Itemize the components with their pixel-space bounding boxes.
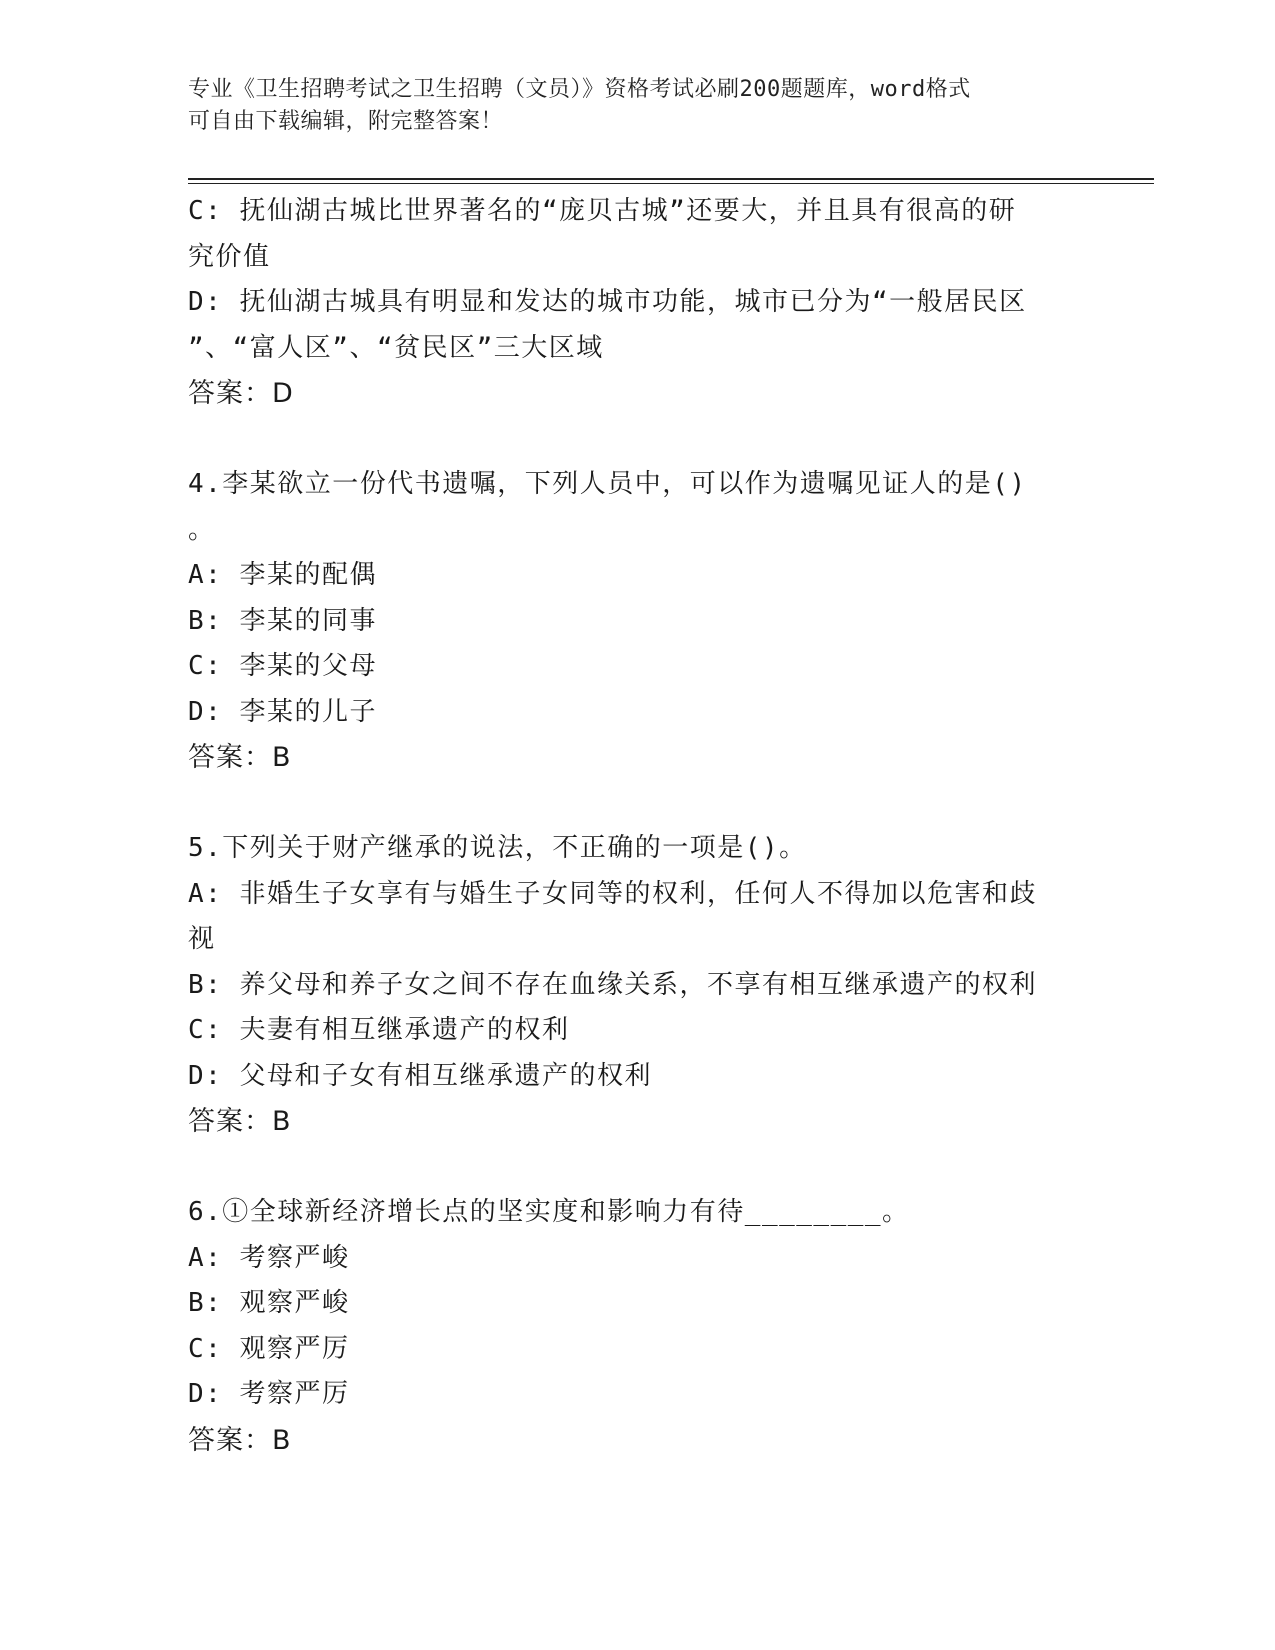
option-a-line-2: 视 [188, 924, 216, 954]
option-c-line-2: 究价值 [188, 241, 271, 272]
spacer [188, 781, 1088, 827]
option-d: D: 李某的儿子 [188, 696, 377, 727]
header-divider-thin [188, 183, 1154, 184]
document-header [188, 74, 1068, 138]
option-b: B: 李某的同事 [188, 605, 377, 636]
option-d-line-1: D: 抚仙湖古城具有明显和发达的城市功能，城市已分为“一般居民区 [188, 287, 1027, 317]
option-c: C: 观察严厉 [188, 1333, 350, 1364]
answer: 答案：B [188, 1106, 292, 1137]
question-stem: 6.①全球新经济增长点的坚实度和影响力有待________。 [188, 1197, 910, 1227]
option-d: D: 父母和子女有相互继承遗产的权利 [188, 1060, 652, 1091]
option-b: B: 观察严峻 [188, 1288, 350, 1318]
option-c-line-1: C: 抚仙湖古城比世界著名的“庞贝古城”还要大，并且具有很高的研 [188, 196, 1017, 226]
answer: 答案：D [188, 378, 294, 409]
question-stem: 5.下列关于财产继承的说法，不正确的一项是()。 [188, 833, 807, 863]
option-c: C: 夫妻有相互继承遗产的权利 [188, 1015, 570, 1045]
answer: 答案：B [188, 1424, 292, 1456]
question-3-continued [188, 189, 1088, 417]
option-a-line-1: A: 非婚生子女享有与婚生子女同等的权利，任何人不得加以危害和歧 [188, 878, 1037, 909]
question-5 [188, 826, 1088, 1145]
option-a: A: 李某的配偶 [188, 560, 377, 590]
header-line-1: 专业《卫生招聘考试之卫生招聘（文员）》资格考试必刷200题题库，word格式 [188, 77, 971, 102]
header-line-2: 可自由下载编辑，附完整答案！ [188, 109, 504, 134]
question-4 [188, 462, 1088, 781]
spacer [188, 1145, 1088, 1191]
question-stem-line-2: 。 [188, 514, 216, 545]
question-list [188, 189, 1088, 1463]
option-c: C: 李某的父母 [188, 651, 377, 681]
spacer [188, 417, 1088, 463]
question-stem-line-1: 4.李某欲立一份代书遗嘱，下列人员中，可以作为遗嘱见证人的是() [188, 469, 1027, 499]
option-d: D: 考察严厉 [188, 1379, 350, 1409]
question-6 [188, 1190, 1088, 1463]
header-divider-thick [188, 178, 1154, 180]
option-b: B: 养父母和养子女之间不存在血缘关系，不享有相互继承遗产的权利 [188, 969, 1037, 1000]
option-a: A: 考察严峻 [188, 1242, 350, 1273]
option-d-line-2: ”、“富人区”、“贫民区”三大区域 [188, 332, 604, 363]
answer: 答案：B [188, 742, 292, 773]
